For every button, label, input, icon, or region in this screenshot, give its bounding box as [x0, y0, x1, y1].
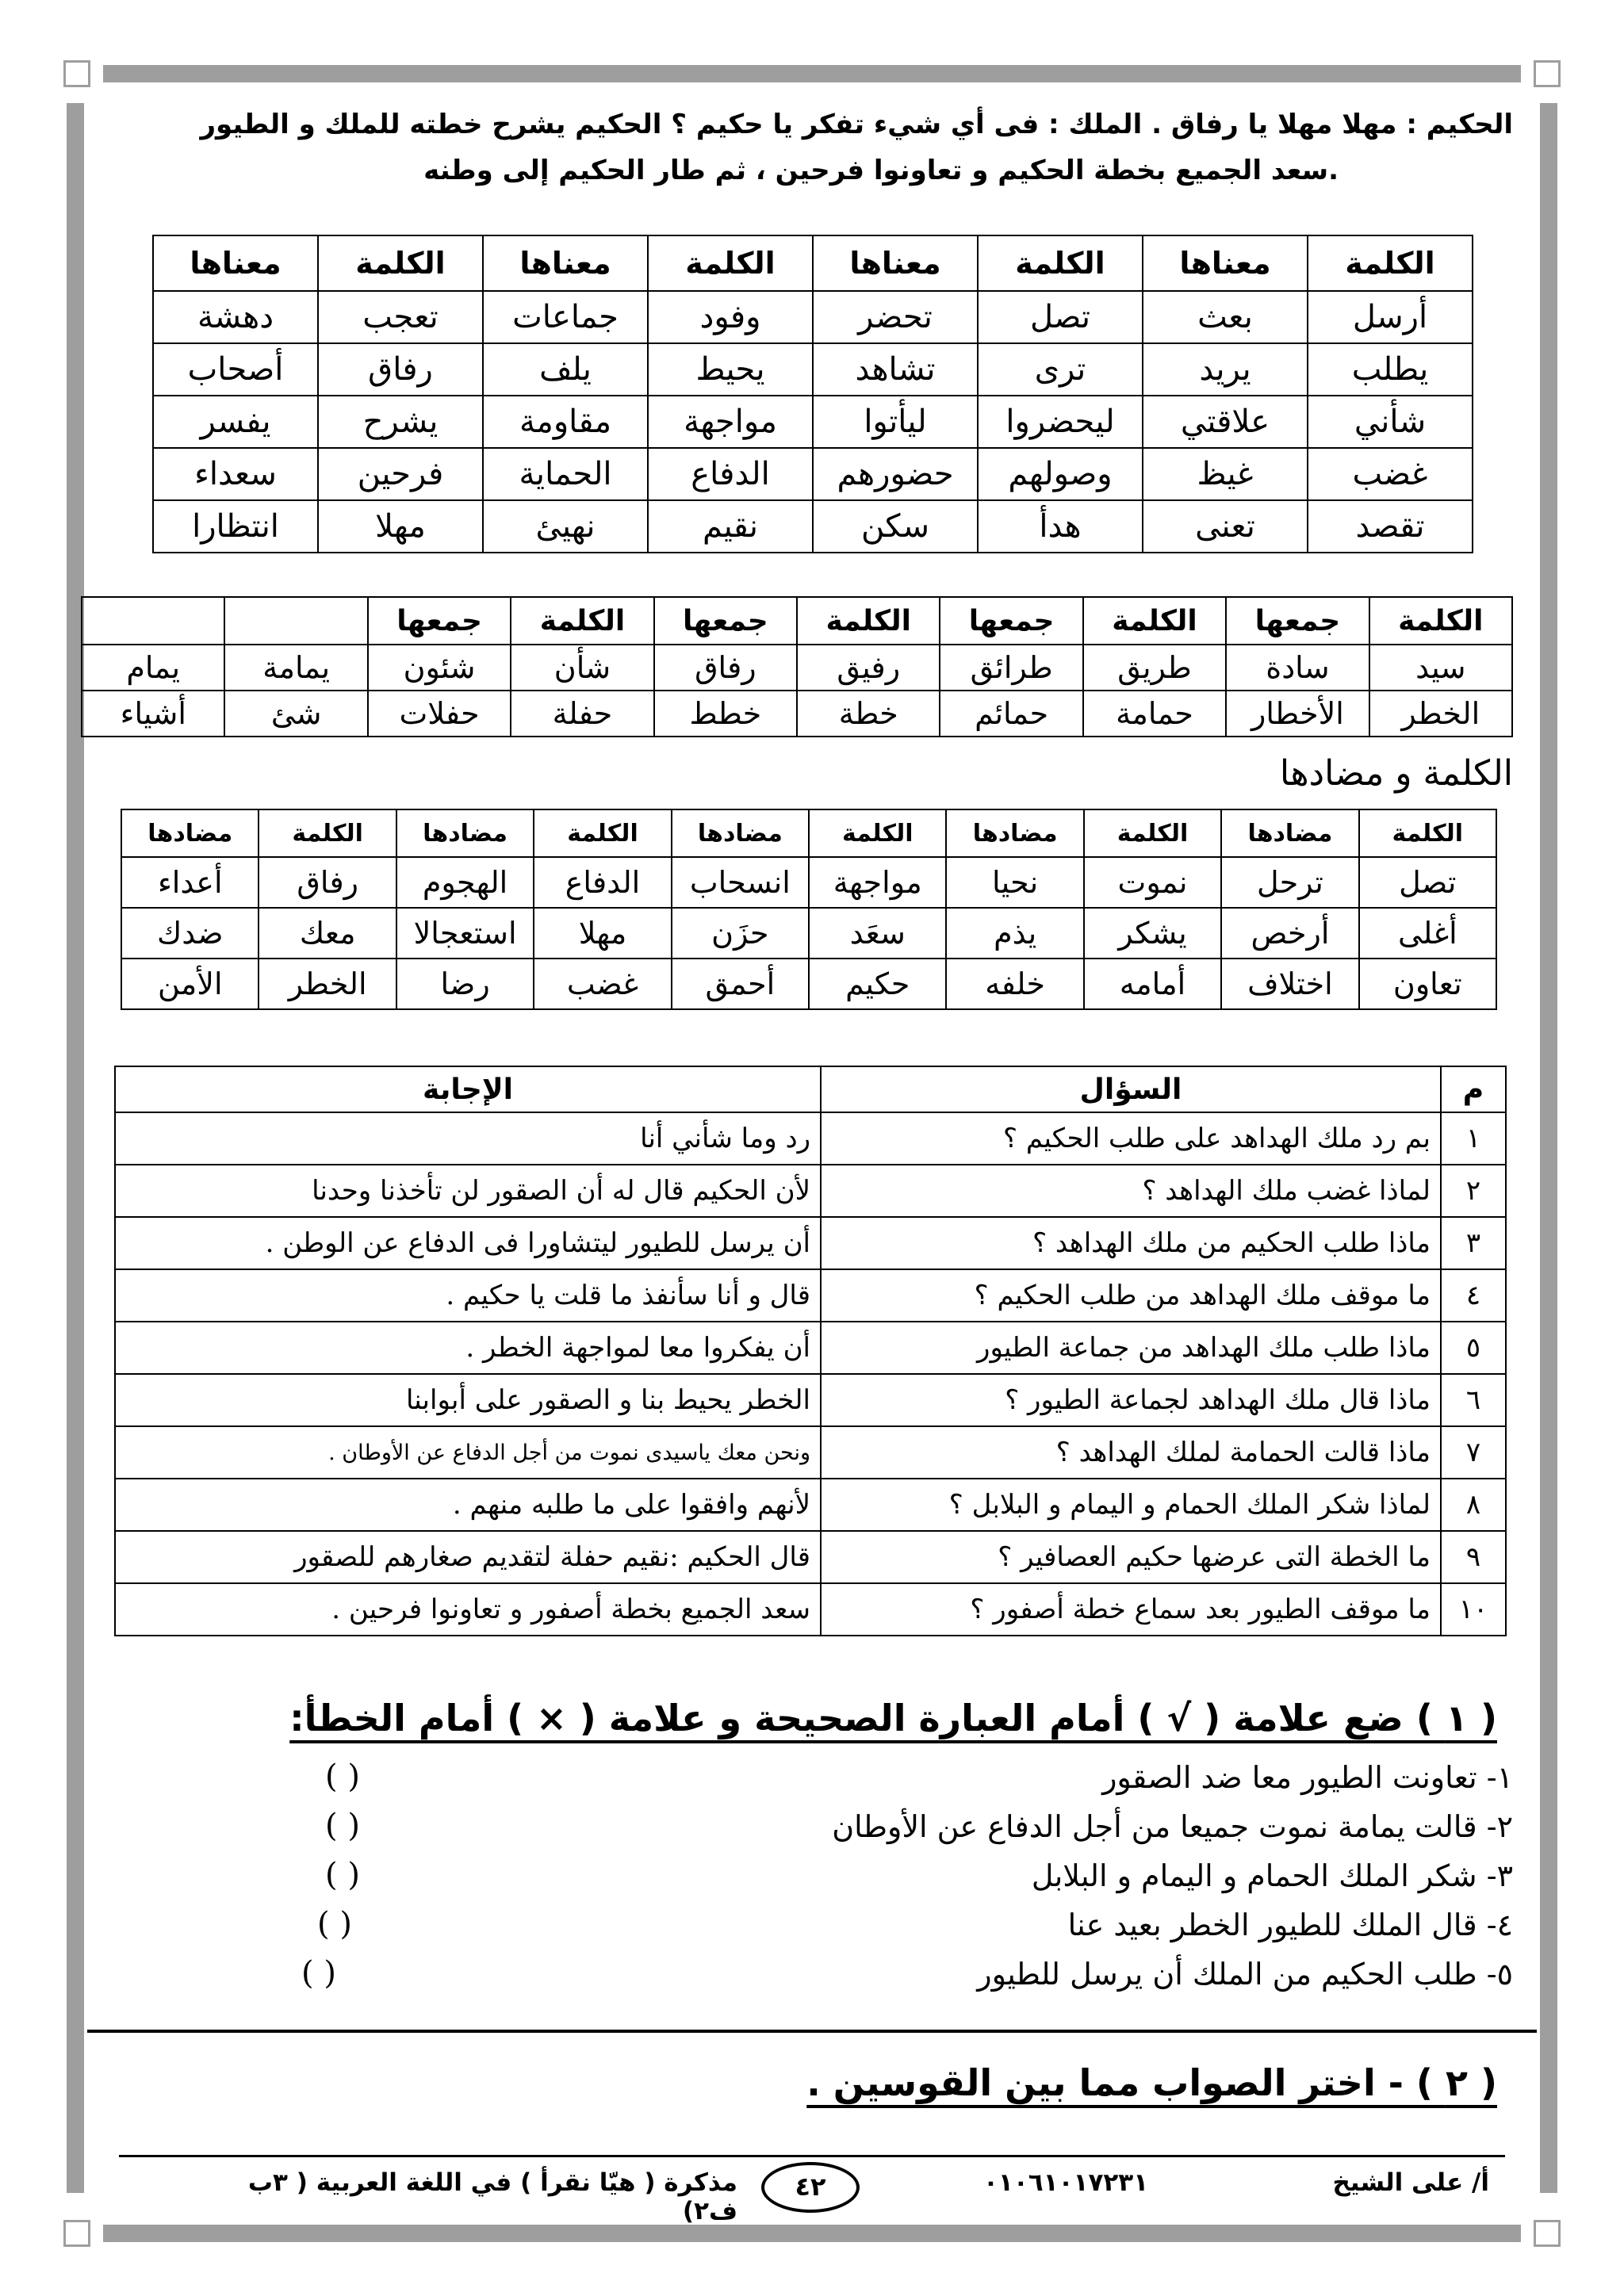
table-cell: سادة — [1226, 645, 1369, 691]
row-number: ٥ — [1441, 1322, 1506, 1374]
exercise-2-title: ( ٢ ) - اختر الصواب مما بين القوسين . — [806, 2061, 1497, 2104]
column-header-number: م — [1441, 1066, 1506, 1112]
answer-box[interactable]: ( ) — [325, 1857, 360, 1893]
table-cell: طريق — [1083, 645, 1226, 691]
table-header-row — [153, 235, 1473, 291]
row-number: ٦ — [1441, 1374, 1506, 1426]
table-cell: حضورهم — [813, 448, 978, 500]
table-cell: شأن — [511, 645, 653, 691]
table-cell: رفاق — [654, 645, 797, 691]
table-cell: ترى — [978, 343, 1143, 396]
column-header-empty — [224, 597, 367, 645]
row-number: ١٠ — [1441, 1583, 1506, 1636]
table-cell: سكن — [813, 500, 978, 553]
table-cell: تصل — [978, 291, 1143, 343]
table-row — [121, 857, 1496, 908]
table-cell: مواجهة — [809, 857, 946, 908]
column-header: الكلمة — [259, 809, 396, 857]
table-cell: علاقتي — [1143, 396, 1308, 448]
frame-left-bar — [67, 103, 84, 2193]
column-header: الكلمة — [648, 235, 813, 291]
table-cell: الدفاع — [648, 448, 813, 500]
plurals-table — [81, 596, 1513, 737]
column-header: جمعها — [1226, 597, 1369, 645]
table-row — [115, 1479, 1506, 1531]
frame-top-bar — [103, 65, 1521, 82]
column-header-question: السؤال — [821, 1066, 1441, 1112]
table-cell: تشاهد — [813, 343, 978, 396]
answer-cell: أن يفكروا معا لمواجهة الخطر . — [115, 1322, 821, 1374]
footer-rule — [119, 2155, 1505, 2157]
column-header: معناها — [813, 235, 978, 291]
footer-author: أ/ على الشيخ — [1332, 2168, 1489, 2197]
table-cell: نموت — [1084, 857, 1221, 908]
table-cell: وصولهم — [978, 448, 1143, 500]
table-cell: طرائق — [940, 645, 1082, 691]
column-header: جمعها — [654, 597, 797, 645]
table-row — [82, 691, 1512, 737]
statement-5: ٥- طلب الحكيم من الملك أن يرسل للطيور — [977, 1957, 1513, 1992]
answer-cell: الخطر يحيط بنا و الصقور على أبوابنا — [115, 1374, 821, 1426]
table-cell: حمامة — [1083, 691, 1226, 737]
table-cell: أصحاب — [153, 343, 318, 396]
table-cell: استعجالا — [396, 908, 534, 959]
table-cell: نهيئ — [483, 500, 648, 553]
table-cell: أغلى — [1359, 908, 1496, 959]
table-cell: انسحاب — [672, 857, 809, 908]
table-cell: مهلا — [534, 908, 671, 959]
column-header: الكلمة — [809, 809, 946, 857]
intro-line-1: الحكيم : مهلا مهلا يا رفاق . الملك : فى أي شيء تفكر يا حكيم ؟ الحكيم يشرح خطته للملك و الطيور — [200, 109, 1513, 140]
table-row — [121, 959, 1496, 1009]
table-cell: يمام — [82, 645, 224, 691]
page-number: ٤٢ — [761, 2162, 860, 2213]
footer-phone: ٠١٠٦١٠١٧٢٣١ — [983, 2168, 1149, 2197]
table-cell: يلف — [483, 343, 648, 396]
table-cell: اختلاف — [1221, 959, 1358, 1009]
column-header: الكلمة — [1084, 809, 1221, 857]
questions-answers-table — [114, 1066, 1507, 1636]
table-row — [115, 1531, 1506, 1583]
row-number: ١ — [1441, 1112, 1506, 1165]
table-header-row — [121, 809, 1496, 857]
frame-corner-top-left — [63, 60, 90, 87]
column-header: الكلمة — [797, 597, 940, 645]
table-cell: خطط — [654, 691, 797, 737]
column-header: مضادها — [946, 809, 1083, 857]
column-header: جمعها — [368, 597, 511, 645]
frame-corner-bottom-left — [63, 2220, 90, 2247]
table-cell: حفلات — [368, 691, 511, 737]
table-cell: دهشة — [153, 291, 318, 343]
table-cell: الحماية — [483, 448, 648, 500]
table-cell: نقيم — [648, 500, 813, 553]
table-row — [153, 500, 1473, 553]
table-cell: ليأتوا — [813, 396, 978, 448]
table-cell: سعداء — [153, 448, 318, 500]
column-header: مضادها — [672, 809, 809, 857]
table-cell: سعَد — [809, 908, 946, 959]
column-header: معناها — [1143, 235, 1308, 291]
table-cell: يريد — [1143, 343, 1308, 396]
question-cell: ماذا قال ملك الهداهد لجماعة الطيور ؟ — [821, 1374, 1441, 1426]
column-header: الكلمة — [511, 597, 653, 645]
table-cell: أمامه — [1084, 959, 1221, 1009]
table-cell: الخطر — [1369, 691, 1512, 737]
section-divider — [87, 2030, 1537, 2033]
column-header: معناها — [483, 235, 648, 291]
table-cell: رفاق — [318, 343, 483, 396]
table-cell: الأمن — [121, 959, 259, 1009]
table-cell: يفسر — [153, 396, 318, 448]
column-header-answer: الإجابة — [115, 1066, 821, 1112]
frame-right-bar — [1540, 103, 1557, 2193]
question-cell: بم رد ملك الهداهد على طلب الحكيم ؟ — [821, 1112, 1441, 1165]
table-cell: تعجب — [318, 291, 483, 343]
intro-paragraph — [111, 101, 1513, 193]
table-cell: رضا — [396, 959, 534, 1009]
table-cell: تقصد — [1308, 500, 1473, 553]
column-header: الكلمة — [1083, 597, 1226, 645]
table-cell: سيد — [1369, 645, 1512, 691]
answer-cell: لأنهم وافقوا على ما طلبه منهم . — [115, 1479, 821, 1531]
table-cell: رفاق — [259, 857, 396, 908]
table-cell: أشياء — [82, 691, 224, 737]
table-cell: غضب — [1308, 448, 1473, 500]
table-cell: ليحضروا — [978, 396, 1143, 448]
table-cell: حمائم — [940, 691, 1082, 737]
table-cell: يحيط — [648, 343, 813, 396]
table-cell: يشكر — [1084, 908, 1221, 959]
table-cell: الهجوم — [396, 857, 534, 908]
table-cell: شأني — [1308, 396, 1473, 448]
answer-cell: لأن الحكيم قال له أن الصقور لن تأخذنا وحدنا — [115, 1165, 821, 1217]
statement-3: ٣- شكر الملك الحمام و اليمام و البلابل — [1031, 1858, 1513, 1893]
column-header: معناها — [153, 235, 318, 291]
question-cell: لماذا غضب ملك الهداهد ؟ — [821, 1165, 1441, 1217]
question-cell: ما موقف ملك الهداهد من طلب الحكيم ؟ — [821, 1269, 1441, 1322]
table-row — [121, 908, 1496, 959]
table-cell: يشرح — [318, 396, 483, 448]
statement-4: ٤- قال الملك للطيور الخطر بعيد عنا — [1067, 1908, 1513, 1942]
answer-cell: أن يرسل للطيور ليتشاورا فى الدفاع عن الوطن . — [115, 1217, 821, 1269]
antonyms-heading: الكلمة و مضادها — [1279, 753, 1513, 794]
table-row — [115, 1269, 1506, 1322]
table-cell: حزَن — [672, 908, 809, 959]
question-cell: ماذا قالت الحمامة لملك الهداهد ؟ — [821, 1426, 1441, 1479]
column-header: الكلمة — [1359, 809, 1496, 857]
column-header: مضادها — [396, 809, 534, 857]
question-cell: ما موقف الطيور بعد سماع خطة أصفور ؟ — [821, 1583, 1441, 1636]
table-cell: جماعات — [483, 291, 648, 343]
table-cell: الخطر — [259, 959, 396, 1009]
answer-cell: رد وما شأني أنا — [115, 1112, 821, 1165]
table-row — [115, 1112, 1506, 1165]
question-cell: ما الخطة التى عرضها حكيم العصافير ؟ — [821, 1531, 1441, 1583]
table-row — [115, 1374, 1506, 1426]
frame-bottom-bar — [103, 2225, 1521, 2242]
table-cell: ترحل — [1221, 857, 1358, 908]
frame-corner-top-right — [1534, 60, 1561, 87]
table-row — [153, 291, 1473, 343]
table-row — [115, 1426, 1506, 1479]
table-cell: بعث — [1143, 291, 1308, 343]
column-header: الكلمة — [318, 235, 483, 291]
question-cell: لماذا شكر الملك الحمام و اليمام و البلابل ؟ — [821, 1479, 1441, 1531]
table-cell: مواجهة — [648, 396, 813, 448]
table-cell: أعداء — [121, 857, 259, 908]
antonyms-table — [121, 809, 1497, 1010]
answer-box[interactable]: ( ) — [325, 1808, 360, 1844]
table-header-row — [82, 597, 1512, 645]
table-cell: تحضر — [813, 291, 978, 343]
table-cell: انتظارا — [153, 500, 318, 553]
row-number: ٤ — [1441, 1269, 1506, 1322]
answer-box[interactable]: ( ) — [317, 1906, 352, 1942]
column-header: الكلمة — [534, 809, 671, 857]
footer-book-title: مذكرة ( هيّا نقرأ ) في اللغة العربية ( ٣ب ف٢) — [247, 2168, 737, 2225]
row-number: ٩ — [1441, 1531, 1506, 1583]
table-cell: يمامة — [224, 645, 367, 691]
answer-cell: قال الحكيم :نقيم حفلة لتقديم صغارهم للصقور — [115, 1531, 821, 1583]
row-number: ٣ — [1441, 1217, 1506, 1269]
column-header: جمعها — [940, 597, 1082, 645]
column-header-empty — [82, 597, 224, 645]
table-row — [82, 645, 1512, 691]
frame-corner-bottom-right — [1534, 2220, 1561, 2247]
table-cell: يطلب — [1308, 343, 1473, 396]
table-row — [153, 343, 1473, 396]
table-cell: خطة — [797, 691, 940, 737]
table-cell: مهلا — [318, 500, 483, 553]
table-header-row — [115, 1066, 1506, 1112]
intro-line-2: .سعد الجميع بخطة الحكيم و تعاونوا فرحين ، ثم طار الحكيم إلى وطنه — [423, 155, 1339, 186]
table-cell: أرخص — [1221, 908, 1358, 959]
table-row — [115, 1217, 1506, 1269]
answer-box[interactable]: ( ) — [301, 1955, 336, 1992]
table-cell: تعاون — [1359, 959, 1496, 1009]
column-header: الكلمة — [1369, 597, 1512, 645]
table-row — [115, 1583, 1506, 1636]
table-row — [115, 1165, 1506, 1217]
column-header: الكلمة — [1308, 235, 1473, 291]
table-row — [153, 448, 1473, 500]
question-cell: ماذا طلب الحكيم من ملك الهداهد ؟ — [821, 1217, 1441, 1269]
table-cell: مقاومة — [483, 396, 648, 448]
table-cell: أحمق — [672, 959, 809, 1009]
table-cell: غضب — [534, 959, 671, 1009]
table-cell: حكيم — [809, 959, 946, 1009]
table-cell: ضدك — [121, 908, 259, 959]
answer-cell: سعد الجميع بخطة أصفور و تعاونوا فرحين . — [115, 1583, 821, 1636]
table-cell: فرحين — [318, 448, 483, 500]
statement-1: ١- تعاونت الطيور معا ضد الصقور — [1102, 1760, 1513, 1795]
table-cell: نحيا — [946, 857, 1083, 908]
answer-cell: قال و أنا سأنفذ ما قلت يا حكيم . — [115, 1269, 821, 1322]
table-cell: غيظ — [1143, 448, 1308, 500]
table-cell: شئون — [368, 645, 511, 691]
table-cell: معك — [259, 908, 396, 959]
table-cell: وفود — [648, 291, 813, 343]
table-cell: يذم — [946, 908, 1083, 959]
answer-box[interactable]: ( ) — [325, 1758, 360, 1795]
answer-cell: ونحن معك ياسيدى نموت من أجل الدفاع عن الأوطان . — [115, 1426, 821, 1479]
table-cell: الدفاع — [534, 857, 671, 908]
table-row — [115, 1322, 1506, 1374]
row-number: ٢ — [1441, 1165, 1506, 1217]
table-row — [153, 396, 1473, 448]
table-cell: خلفه — [946, 959, 1083, 1009]
table-cell: تصل — [1359, 857, 1496, 908]
column-header: الكلمة — [978, 235, 1143, 291]
table-cell: أرسل — [1308, 291, 1473, 343]
meanings-table — [152, 235, 1473, 553]
question-cell: ماذا طلب ملك الهداهد من جماعة الطيور — [821, 1322, 1441, 1374]
statement-2: ٢- قالت يمامة نموت جميعا من أجل الدفاع عن الأوطان — [832, 1809, 1513, 1844]
table-cell: الأخطار — [1226, 691, 1369, 737]
exercise-1-title: ( ١ ) ضع علامة ( √ ) أمام العبارة الصحيحة و علامة ( × ) أمام الخطأ: — [289, 1697, 1497, 1739]
table-cell: هدأ — [978, 500, 1143, 553]
table-cell: شئ — [224, 691, 367, 737]
column-header: مضادها — [1221, 809, 1358, 857]
table-cell: حفلة — [511, 691, 653, 737]
row-number: ٧ — [1441, 1426, 1506, 1479]
row-number: ٨ — [1441, 1479, 1506, 1531]
table-cell: رفيق — [797, 645, 940, 691]
table-cell: تعنى — [1143, 500, 1308, 553]
column-header: مضادها — [121, 809, 259, 857]
